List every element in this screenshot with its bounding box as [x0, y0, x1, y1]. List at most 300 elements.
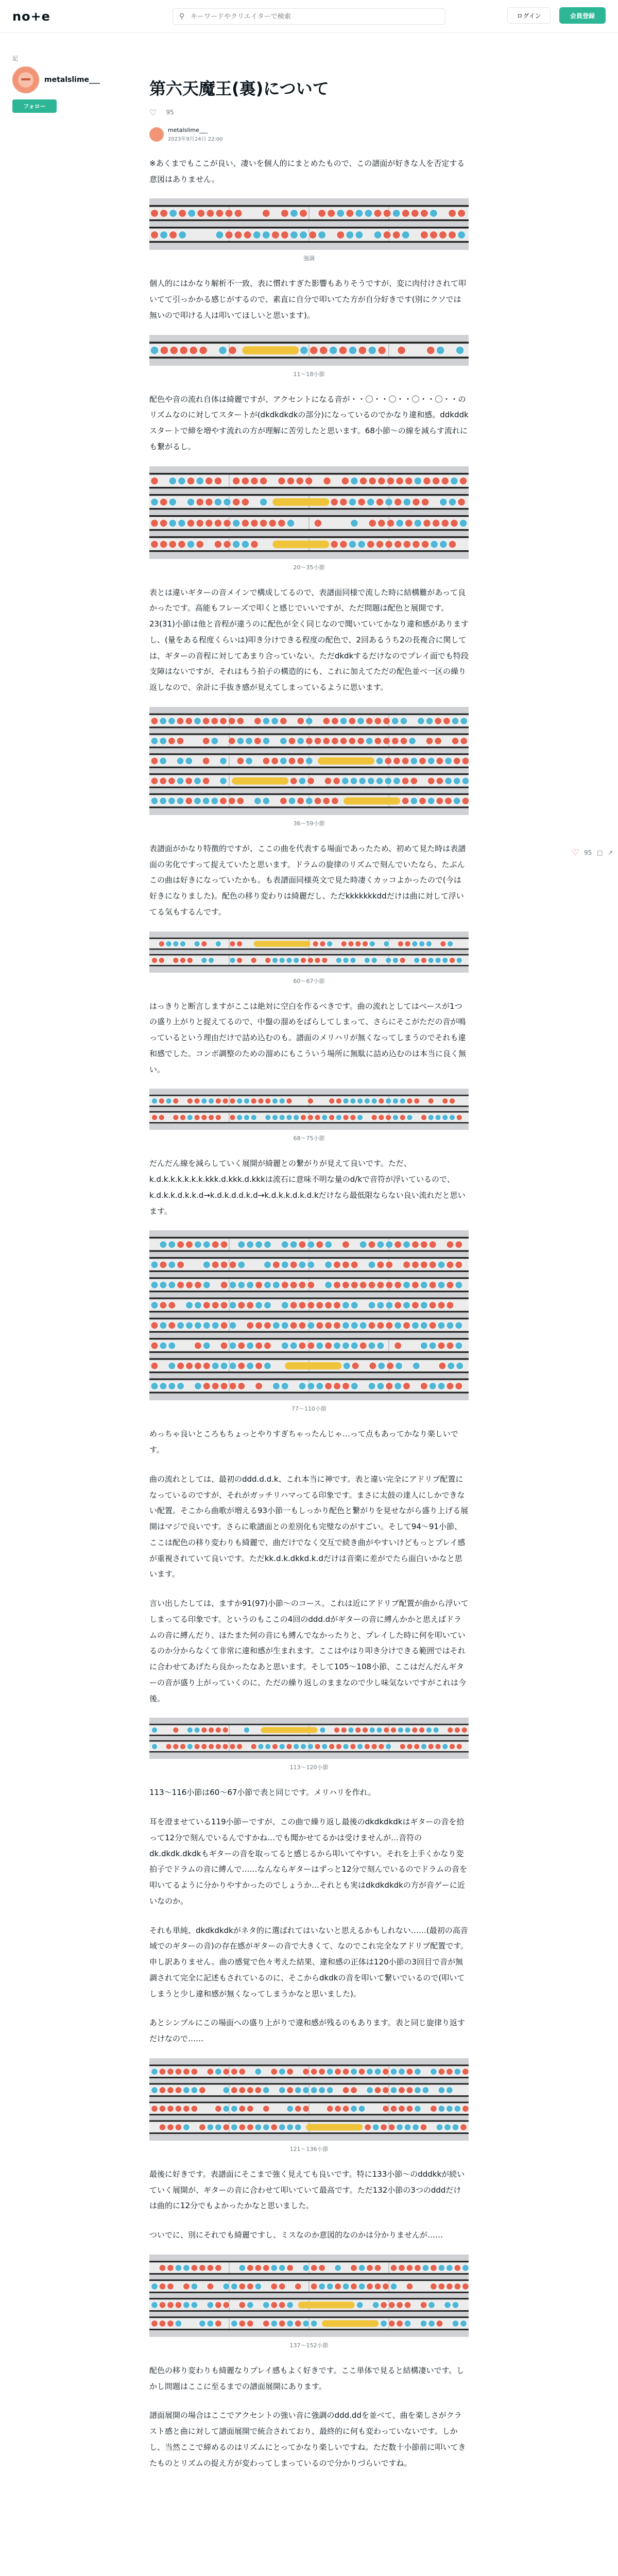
login-button[interactable]: ログイン [507, 7, 551, 24]
search-box[interactable] [173, 8, 445, 25]
don-note [429, 1322, 436, 1329]
ka-note [295, 2087, 301, 2093]
ka-note [446, 2105, 453, 2112]
ka-note [260, 498, 267, 506]
don-note [397, 2320, 403, 2327]
ka-note [307, 1383, 315, 1390]
ka-note [201, 1098, 207, 1104]
don-note [185, 1362, 193, 1369]
ka-note [336, 957, 341, 963]
ka-note [231, 2283, 237, 2290]
ka-note [179, 231, 186, 239]
don-note [379, 1115, 384, 1121]
don-note [342, 2105, 349, 2112]
don-note [178, 540, 186, 548]
ka-note [151, 737, 158, 744]
ka-note [430, 2068, 437, 2075]
don-note [314, 797, 321, 804]
don-note [247, 2087, 253, 2093]
ka-note [168, 1362, 176, 1369]
don-note [390, 2105, 397, 2112]
don-note [420, 231, 428, 239]
ka-note [263, 2087, 269, 2093]
ka-note [187, 540, 195, 548]
ka-note [223, 2087, 230, 2093]
don-note [394, 1241, 402, 1248]
ka-note [410, 797, 418, 804]
don-note [323, 477, 331, 485]
like-heart-icon[interactable]: ♡ [572, 848, 579, 857]
don-note [411, 1302, 419, 1309]
ka-note [355, 210, 363, 217]
don-note [325, 1342, 332, 1349]
don-note [398, 941, 403, 946]
ka-note [185, 1302, 193, 1309]
ka-note [242, 540, 249, 548]
lane-border [149, 1095, 469, 1096]
don-note [229, 346, 237, 354]
don-note [329, 1098, 334, 1104]
ka-note [191, 2087, 198, 2093]
ka-note [151, 797, 158, 804]
don-note [355, 1727, 361, 1733]
ka-note [369, 941, 375, 946]
ka-note [166, 941, 171, 946]
lane-border [149, 1298, 469, 1299]
ka-note [340, 717, 347, 724]
lane-border [149, 1257, 469, 1259]
ka-note [428, 1115, 434, 1121]
ka-note [409, 737, 416, 744]
ka-note [438, 1261, 445, 1268]
don-note [167, 2087, 174, 2093]
ka-note [194, 1727, 200, 1733]
ka-note [212, 1362, 219, 1369]
ka-note [271, 2264, 278, 2271]
don-note [299, 1322, 306, 1329]
don-note [423, 519, 431, 527]
lane-border [149, 1270, 469, 1272]
ka-note [294, 1115, 299, 1121]
share-icon[interactable]: ↗ [607, 849, 613, 856]
don-note [331, 717, 338, 724]
drumroll-note [298, 2301, 355, 2308]
don-note [251, 540, 259, 548]
don-note [426, 737, 433, 744]
ka-note [203, 1322, 210, 1329]
ka-note [239, 2264, 246, 2271]
don-note [295, 2105, 301, 2112]
ka-note [169, 210, 177, 217]
ka-note [462, 777, 469, 785]
ka-note [203, 1342, 210, 1349]
don-note [374, 210, 382, 217]
don-note [359, 1281, 367, 1289]
ka-note [343, 1098, 349, 1104]
ka-note [446, 2264, 453, 2271]
ka-note [456, 957, 462, 963]
article [149, 77, 469, 2471]
lane-border [149, 1359, 469, 1360]
creator-row[interactable] [12, 66, 110, 93]
don-note [290, 777, 297, 785]
ka-note [151, 1281, 158, 1289]
don-note [225, 210, 233, 217]
ka-note [410, 757, 418, 765]
ka-note [394, 1322, 402, 1329]
don-note [187, 957, 193, 963]
don-note [230, 1744, 235, 1750]
ka-note [335, 2264, 341, 2271]
lane-border [149, 1751, 469, 1753]
note-logo[interactable]: no+e [12, 9, 50, 24]
chart-figure [149, 707, 469, 827]
don-note [239, 2301, 246, 2308]
don-note [333, 777, 340, 785]
don-note [447, 1241, 454, 1248]
don-note [247, 2264, 253, 2271]
don-note [451, 519, 458, 527]
follow-label: フォロー [23, 103, 46, 110]
ka-note [368, 346, 376, 354]
ka-note [175, 2264, 182, 2271]
don-note [449, 210, 456, 217]
don-note [159, 957, 164, 963]
drumroll-note [242, 346, 299, 354]
lane-border [149, 494, 469, 495]
don-note [394, 1342, 402, 1349]
lane-border [149, 1111, 469, 1113]
ka-note [319, 2087, 325, 2093]
author-avatar[interactable] [149, 127, 164, 142]
don-note [295, 2283, 301, 2290]
don-note [222, 1727, 228, 1733]
ka-note [378, 1362, 385, 1369]
lane-border [149, 753, 469, 755]
don-note [151, 1342, 158, 1349]
lane-border [149, 1371, 469, 1373]
ka-note [281, 1383, 288, 1390]
ka-note [371, 957, 377, 963]
ka-note [160, 797, 167, 804]
ka-note [430, 210, 437, 217]
ka-note [367, 2087, 373, 2093]
ka-note [263, 2301, 269, 2308]
don-note [307, 1281, 315, 1289]
don-note [251, 519, 259, 527]
don-note [447, 1727, 453, 1733]
don-note [455, 1261, 462, 1268]
don-note [279, 2320, 285, 2327]
don-note [412, 1727, 418, 1733]
don-note [303, 2068, 310, 2075]
search-input[interactable] [191, 13, 445, 21]
don-note [205, 477, 213, 485]
ka-note [357, 1098, 363, 1104]
ka-note [188, 210, 196, 217]
don-note [331, 498, 338, 506]
ka-note [445, 777, 452, 785]
don-note [170, 346, 178, 354]
don-note [290, 1302, 297, 1309]
don-note [255, 1362, 263, 1369]
don-note [307, 1302, 315, 1309]
don-note [379, 1744, 384, 1750]
don-note [299, 1302, 306, 1309]
ka-note [336, 1115, 341, 1121]
don-note [247, 2105, 253, 2112]
don-note [159, 2068, 166, 2075]
don-note [331, 540, 338, 548]
don-note [455, 1383, 462, 1390]
don-note [151, 1322, 158, 1329]
ka-note [281, 1342, 288, 1349]
ka-note [385, 1098, 391, 1104]
paragraph: ついでに、別にそれでも綺麗ですし、ミスなのか意図的なのかは分かりませんが…… [149, 2230, 443, 2240]
don-note [449, 540, 456, 548]
don-note [367, 2283, 373, 2290]
don-note [173, 1727, 179, 1733]
ka-note [311, 2320, 317, 2327]
don-note [220, 1322, 228, 1329]
ka-note [303, 2264, 310, 2271]
don-note [383, 737, 390, 744]
ka-note [255, 1302, 263, 1309]
don-note [194, 1342, 201, 1349]
ka-note [223, 2105, 230, 2112]
don-note [299, 1281, 306, 1289]
ka-note [151, 2301, 158, 2308]
ka-note [376, 777, 383, 785]
ka-note [215, 941, 221, 946]
ka-note [151, 2087, 158, 2093]
don-note [160, 346, 168, 354]
ka-note [392, 210, 400, 217]
ka-note [459, 519, 467, 527]
don-note [383, 231, 391, 239]
don-note [167, 2283, 174, 2290]
don-note [239, 2105, 246, 2112]
ka-note [413, 2124, 419, 2130]
ka-note [342, 1302, 349, 1309]
don-note [272, 1261, 280, 1268]
don-note [215, 2105, 221, 2112]
don-note [307, 957, 313, 963]
ka-note [160, 1281, 167, 1289]
ka-note [422, 2264, 429, 2271]
don-note [187, 519, 195, 527]
don-note [405, 519, 413, 527]
comment-icon[interactable]: □ [596, 849, 603, 856]
ka-note [359, 777, 366, 785]
don-note [239, 2087, 246, 2093]
don-note [440, 941, 446, 946]
don-note [214, 540, 222, 548]
don-note [159, 1115, 164, 1121]
don-note [201, 1115, 207, 1121]
ka-note [438, 1322, 445, 1329]
lane-border [149, 786, 469, 788]
don-note [420, 210, 428, 217]
ka-note [395, 1362, 402, 1369]
ka-note [263, 797, 270, 804]
lane-border [149, 2083, 469, 2084]
don-note [387, 519, 394, 527]
don-note [180, 1115, 185, 1121]
ka-note [455, 1322, 462, 1329]
chart-background [149, 1230, 469, 1400]
ka-note [343, 1362, 350, 1369]
chart-figure [149, 1230, 469, 1413]
ka-note [168, 797, 175, 804]
ka-note [349, 540, 356, 548]
lane-border [149, 2292, 469, 2293]
post-date: 2023年9月24日 22:00 [168, 136, 223, 142]
chart-figure [149, 1718, 469, 1771]
ka-note [322, 1744, 328, 1750]
lane-border [149, 1331, 469, 1333]
don-note [342, 1383, 349, 1390]
heart-icon[interactable]: ♡ [149, 107, 157, 117]
don-note [228, 797, 235, 804]
don-note [215, 1098, 221, 1104]
ka-note [287, 2301, 294, 2308]
don-note [238, 1342, 245, 1349]
ka-note [325, 1281, 332, 1289]
don-note [307, 1098, 313, 1104]
don-note [351, 1261, 358, 1268]
ka-note [449, 1115, 455, 1121]
ka-note [236, 1098, 242, 1104]
don-note [196, 519, 204, 527]
don-note [199, 346, 208, 354]
ka-note [325, 1241, 332, 1248]
ka-note [420, 1342, 427, 1349]
don-note [232, 498, 240, 506]
don-note [319, 346, 328, 354]
don-note [383, 2105, 389, 2112]
don-note [327, 2105, 333, 2112]
signup-button[interactable]: 会員登録 [559, 7, 606, 24]
ka-note [368, 1383, 375, 1390]
ka-note [327, 2087, 333, 2093]
figure-caption: 77〜110小節 [291, 1405, 327, 1413]
don-note [323, 737, 330, 744]
don-note [278, 477, 286, 485]
ka-note [414, 519, 422, 527]
ka-note [346, 231, 354, 239]
don-note [402, 777, 409, 785]
don-note [406, 2283, 413, 2290]
ka-note [385, 957, 391, 963]
don-note [169, 540, 177, 548]
author-meta [168, 127, 223, 142]
lane-border [149, 515, 469, 516]
ka-note [264, 1302, 271, 1309]
ka-note [215, 2068, 221, 2075]
don-note [311, 2264, 317, 2271]
ka-note [255, 2068, 262, 2075]
don-note [383, 2283, 389, 2290]
don-note [404, 2301, 411, 2308]
don-note [420, 1383, 427, 1390]
lane-border [149, 793, 469, 795]
don-note [352, 1362, 359, 1369]
don-note [383, 2068, 389, 2075]
don-note [421, 957, 426, 963]
ka-note [237, 737, 244, 744]
ka-note [322, 1115, 328, 1121]
lane-border [149, 937, 469, 939]
don-note [305, 477, 313, 485]
don-note [194, 1281, 201, 1289]
don-note [300, 957, 306, 963]
don-note [390, 1727, 396, 1733]
ka-note [357, 717, 365, 724]
don-note [329, 1744, 334, 1750]
ka-note [458, 231, 466, 239]
don-note [237, 757, 244, 765]
don-note [337, 231, 345, 239]
ka-note [247, 1362, 254, 1369]
ka-note [299, 1261, 306, 1268]
drumroll-note [322, 2320, 379, 2327]
ka-note [358, 2283, 365, 2290]
ka-note [151, 1383, 158, 1390]
drum-chart [149, 707, 469, 815]
don-note [212, 1241, 219, 1248]
chart-figure [149, 2255, 469, 2349]
ka-note [191, 2301, 198, 2308]
don-note [449, 1098, 455, 1104]
ka-note [303, 2087, 310, 2093]
don-note [258, 1098, 264, 1104]
don-note [333, 1261, 340, 1268]
don-note [199, 2264, 205, 2271]
floating-like-count: 95 [584, 849, 592, 856]
author-name[interactable]: metalslime___ [168, 126, 208, 133]
don-note [399, 2087, 405, 2093]
don-note [430, 231, 437, 239]
don-note [430, 2264, 437, 2271]
ka-note [150, 346, 159, 354]
don-note [413, 540, 420, 548]
drumroll-note [285, 1362, 341, 1369]
ka-note [220, 1362, 228, 1369]
don-note [238, 1383, 245, 1390]
don-note [271, 2283, 278, 2290]
don-note [290, 1281, 297, 1289]
lane-border [149, 1740, 469, 1742]
don-note [281, 1281, 288, 1289]
don-note [196, 540, 204, 548]
don-note [169, 231, 177, 239]
follow-button[interactable] [12, 99, 57, 113]
don-note [237, 797, 244, 804]
ka-note [271, 717, 279, 724]
don-note [151, 717, 158, 724]
don-note [405, 477, 413, 485]
drumroll-note [261, 1727, 317, 1733]
ka-note [351, 1302, 358, 1309]
ka-note [151, 1727, 157, 1733]
don-note [168, 1302, 176, 1309]
creator-name[interactable]: metalslime___ [44, 76, 100, 84]
creator-avatar[interactable] [12, 66, 39, 93]
don-note [185, 1281, 193, 1289]
don-note [251, 1098, 256, 1104]
don-note [369, 1362, 376, 1369]
